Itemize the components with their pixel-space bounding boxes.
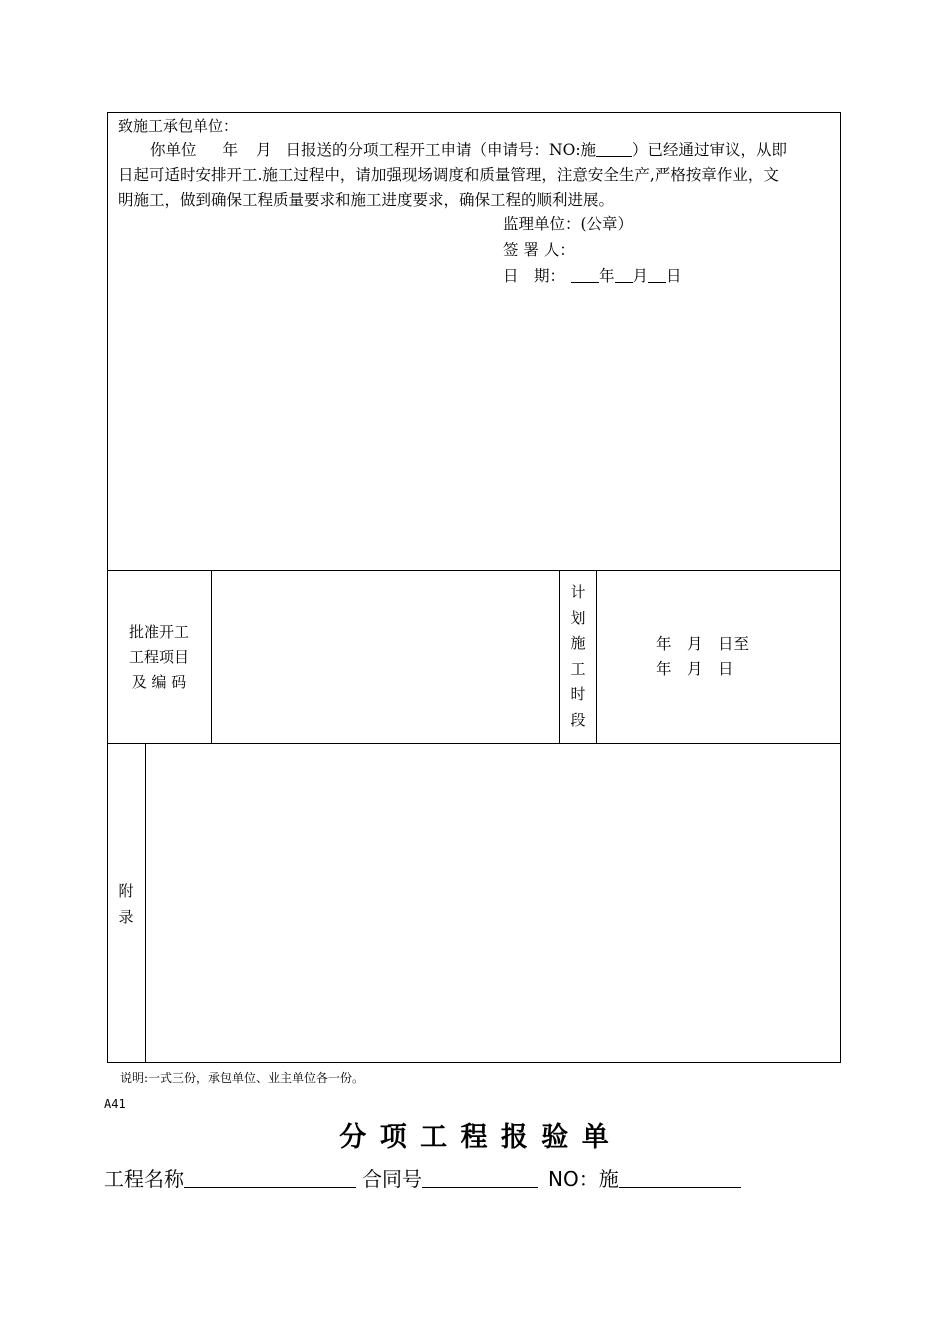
appendix-char: 附 bbox=[118, 882, 134, 900]
project-name-field[interactable] bbox=[184, 1165, 356, 1188]
row-divider-1 bbox=[107, 570, 841, 571]
body-line1-part-c: ）已经通过审议，从即 bbox=[632, 141, 788, 159]
contract-field[interactable] bbox=[422, 1165, 538, 1188]
approved-label-line1: 批准开工 bbox=[128, 623, 189, 641]
date-day-blank bbox=[648, 266, 666, 283]
approved-label-line3: 及 编 码 bbox=[131, 673, 187, 691]
to-contractor-label: 致施工承包单位： bbox=[118, 117, 239, 135]
date-line bbox=[503, 264, 682, 289]
application-number-blank bbox=[596, 140, 632, 157]
body-line1-part-b: 日报送的分项工程开工申请（申请号：NO:施 bbox=[285, 141, 597, 159]
planned-period-char: 计 bbox=[570, 583, 586, 601]
planned-period-char: 段 bbox=[570, 710, 586, 729]
date-day: 日 bbox=[666, 267, 682, 285]
next-form-header-line bbox=[104, 1164, 741, 1194]
date-year-blank bbox=[571, 266, 599, 283]
approved-label-line2: 工程项目 bbox=[128, 648, 189, 666]
body-line-1 bbox=[150, 138, 787, 163]
date-month-blank bbox=[615, 266, 633, 283]
period-start: 年 月 日至 bbox=[656, 635, 750, 653]
appendix-label bbox=[108, 879, 144, 930]
body-line1-part-a: 你单位 bbox=[150, 141, 197, 159]
planned-period-label bbox=[560, 580, 596, 733]
signer-label: 签 署 人： bbox=[503, 241, 575, 259]
date-month: 月 bbox=[632, 267, 649, 285]
next-form-title: 分 项 工 程 报 验 单 bbox=[339, 1122, 611, 1153]
no-field[interactable] bbox=[619, 1165, 741, 1188]
planned-period-char: 时 bbox=[570, 685, 586, 703]
no-label: NO：施 bbox=[548, 1167, 619, 1191]
footnote: 说明:一式三份，承包单位、业主单位各一份。 bbox=[120, 1071, 365, 1085]
contract-label: 合同号 bbox=[362, 1167, 422, 1191]
approved-items-label bbox=[107, 620, 211, 695]
date-year: 年 bbox=[599, 267, 615, 285]
planned-period-char: 划 bbox=[570, 608, 586, 627]
planned-period-char: 工 bbox=[570, 659, 586, 678]
date-label: 日 期： bbox=[503, 267, 566, 285]
supervisor-unit-label: 监理单位：(公章） bbox=[503, 215, 634, 233]
col-divider-label bbox=[211, 570, 212, 743]
col-divider-appendix bbox=[145, 743, 146, 1063]
body-line-2: 日起可适时安排开工.施工过程中，请加强现场调度和质量管理，注意安全生产,严格按章作业，文 bbox=[118, 166, 779, 184]
col-divider-plan-right bbox=[596, 570, 597, 743]
body-line1-month: 月 bbox=[256, 141, 272, 159]
body-line-3: 明施工，做到确保工程质量要求和施工进度要求，确保工程的顺利进展。 bbox=[118, 191, 615, 209]
row-divider-2 bbox=[107, 743, 841, 744]
planned-period-char: 施 bbox=[570, 634, 586, 652]
form-code: A41 bbox=[104, 1097, 126, 1111]
appendix-char: 录 bbox=[118, 907, 134, 926]
body-line1-year: 年 bbox=[222, 141, 239, 159]
project-name-label: 工程名称 bbox=[104, 1167, 184, 1191]
form-frame bbox=[107, 112, 841, 1063]
period-end: 年 月 日 bbox=[656, 660, 734, 678]
